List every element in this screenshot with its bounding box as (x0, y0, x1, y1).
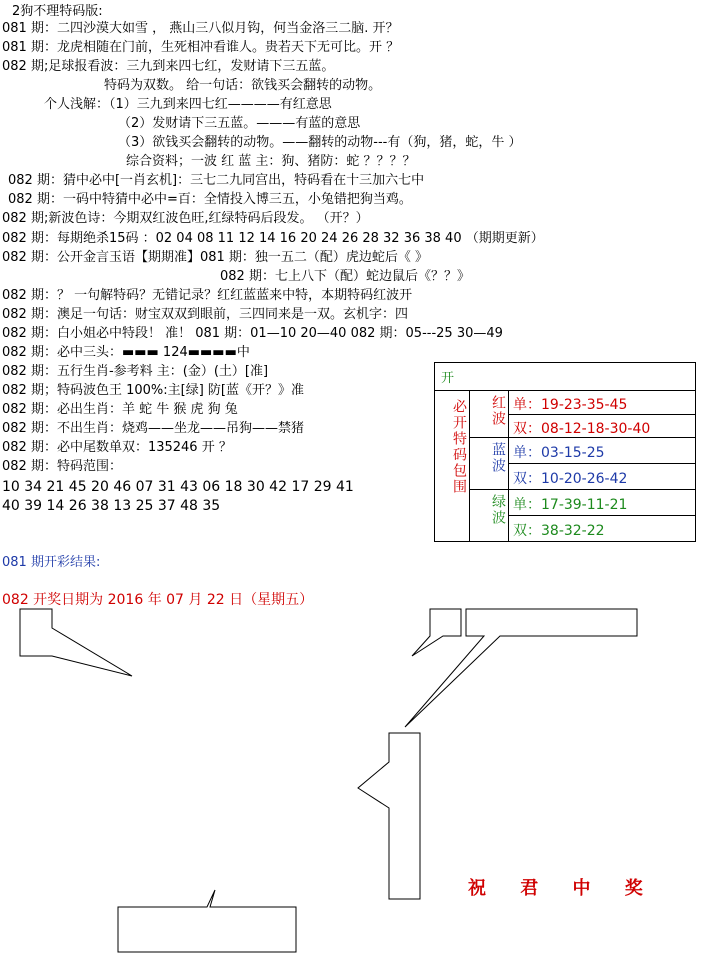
line-21: 082 期：必出生肖：羊 蛇 牛 猴 虎 狗 兔 (2, 402, 238, 417)
line-23: 082 期：必中尾数单双：135246 开 ？ (2, 440, 232, 455)
table-header: 开 (434, 362, 696, 391)
slogan: 祝 君 中 奖 (468, 878, 657, 899)
red-single: 单：19-23-35-45 (508, 390, 696, 415)
blue-double: 双：10-20-26-42 (508, 463, 696, 490)
line-19: 082 期：五行生肖-参考料 主：(金）(土）[准] (2, 364, 269, 379)
line-5: 个人浅解：（1）三九到来四七红————有红意思 (44, 97, 332, 112)
table-side-label: 必开特码包围 (434, 390, 470, 542)
results-label: 081 期开彩结果: (2, 555, 101, 570)
line-10: 082 期：一码中特猜中必中=百：全情投入博三五，小兔错把狗当鸡。 (8, 192, 412, 207)
blue-single: 单：03-15-25 (508, 437, 696, 464)
line-13: 082 期：公开金言玉语【期期准】081 期：独一五二（配）虎边蛇后《 》 (2, 250, 429, 265)
line-22: 082 期：不出生肖：烧鸡——坐龙——吊狗——禁猪 (2, 421, 304, 436)
line-16: 082 期：澳足一句话：财宝双双到眼前，三四同来是一双。玄机字：四 (2, 307, 408, 322)
page-title: 2狗不理特码版: (12, 4, 103, 19)
line-17: 082 期：白小姐必中特段！ 准！ 081 期：01—10 20—40 082 期：05---25 30—49 (2, 326, 503, 341)
line-3: 082 期;足球报看波：三九到来四七红，发财请下三五蓝。 (2, 59, 335, 74)
green-single: 单：17-39-11-21 (508, 489, 696, 516)
red-wave-label: 红波 (469, 390, 509, 438)
line-11: 082 期;新波色诗：今期双红波色旺,红绿特码后段发。 （开？） (2, 211, 369, 226)
blue-wave-label: 蓝波 (469, 437, 509, 490)
line-8: 综合资料；一波 红 蓝 主：狗、猪防：蛇 ？？？？ (126, 154, 416, 169)
line-7: （3）欲钱买会翻转的动物。——翻转的动物---有（狗，猪，蛇，牛 ） (118, 135, 522, 150)
line-18: 082 期：必中三头：▬▬▬ 124▬▬▬▬中 (2, 345, 250, 360)
line-4: 特码为双数。 给一句话：欲钱买会翻转的动物。 (104, 78, 382, 93)
line-6: （2）发财请下三五蓝。———有蓝的意思 (118, 116, 361, 131)
callout-top-right-small (412, 609, 461, 656)
draw-date: 082 开奖日期为 2016 年 07 月 22 日（星期五） (2, 592, 314, 608)
line-15: 082 期：？ 一句解特码？无错记录？红红蓝蓝来中特，本期特码红波开 (2, 288, 413, 303)
green-wave-label: 绿波 (469, 489, 509, 542)
line-20: 082 期；特码波色王 100%:主[绿] 防[蓝《开？》准 (2, 383, 304, 398)
number-range-row-2: 40 39 14 26 38 13 25 37 48 35 (2, 498, 221, 514)
line-24: 082 期：特码范围： (2, 459, 122, 474)
line-2: 081 期：龙虎相随在门前，生死相冲看谁人。贵若天下无可比。开 ？ (2, 40, 400, 55)
green-double: 双：38-32-22 (508, 515, 696, 542)
line-9: 082 期：猜中必中[一肖玄机]：三七二九同宫出，特码看在十三加六七中 (8, 173, 425, 188)
line-12: 082 期：每期绝杀15码 ：02 04 08 11 12 14 16 20 24 26 28 32 36 38 40 （期期更新） (2, 231, 544, 246)
callout-vertical (358, 733, 420, 899)
line-14: 082 期：七上八下（配）蛇边鼠后《？？》 (220, 269, 470, 284)
red-double: 双：08-12-18-30-40 (508, 414, 696, 438)
callout-top-right (405, 609, 637, 727)
callout-bottom (118, 890, 296, 952)
callout-left (20, 609, 132, 676)
line-1: 081 期：二四沙漠大如雪 ， 燕山三八似月钩，何当金洛三二脑. 开？ (2, 21, 399, 36)
number-range-row-1: 10 34 21 45 20 46 07 31 43 06 18 30 42 17 29 41 (2, 479, 354, 495)
